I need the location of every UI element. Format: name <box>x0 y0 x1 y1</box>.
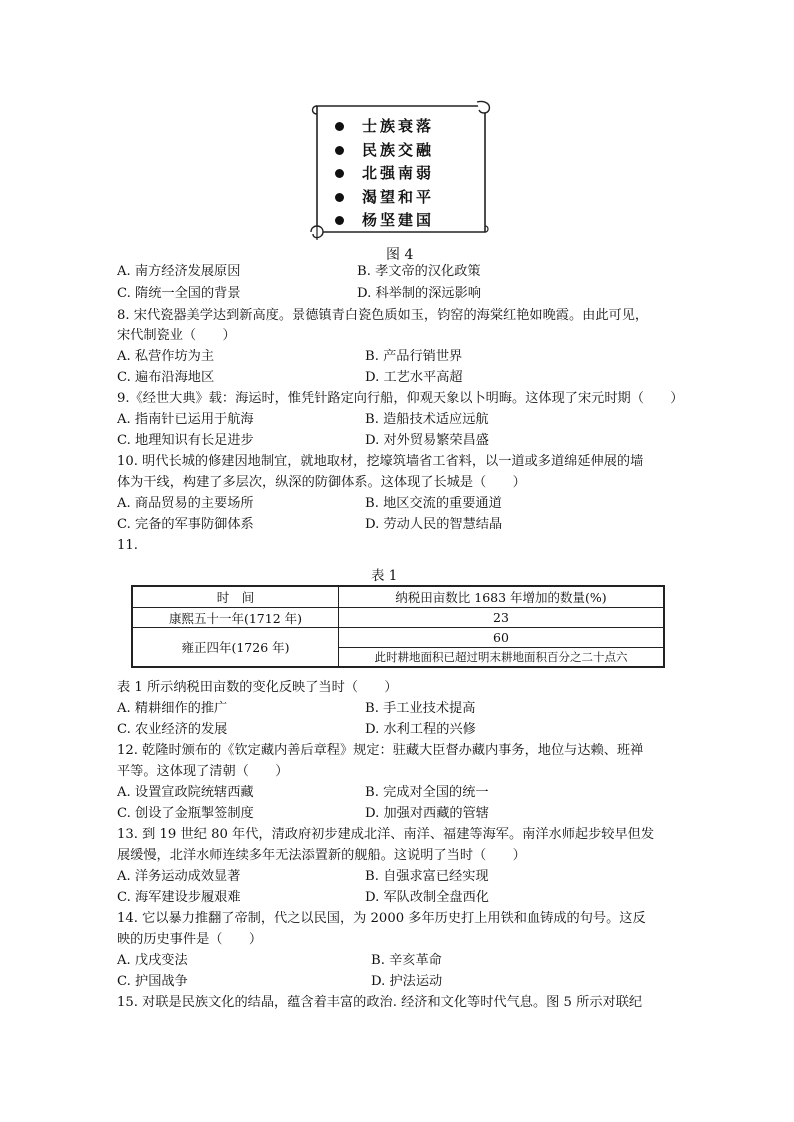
q14-option-a[interactable]: A. 戊戌变法 <box>117 953 188 968</box>
table-row <box>132 628 664 648</box>
table-cell-time: 康熙五十一年(1712 年) <box>132 608 339 628</box>
table-row <box>132 608 664 628</box>
q14-stem-line1: 14. 它以暴力推翻了帝制，代之以民国，为 2000 多年历史打上用铁和血铸成的句号。这反 <box>117 911 646 926</box>
q11-option-a[interactable]: A. 精耕细作的推广 <box>117 701 228 716</box>
q8-option-a[interactable]: A. 私营作坊为主 <box>117 349 215 364</box>
q11-option-c[interactable]: C. 农业经济的发展 <box>117 722 228 737</box>
scroll-item-list <box>331 115 481 233</box>
table-cell-value: 60 <box>339 628 665 648</box>
q10-option-c[interactable]: C. 完备的军事防御体系 <box>117 517 254 532</box>
scroll-item: 渴望和平 <box>331 186 481 210</box>
q13-option-c[interactable]: C. 海军建设步履艰难 <box>117 890 241 905</box>
figure-4-caption: 图 4 <box>386 247 414 263</box>
q11-option-b[interactable]: B. 手工业技术提高 <box>365 701 476 716</box>
q8-stem-line2: 宋代制瓷业（ ） <box>117 328 236 343</box>
q9-option-b[interactable]: B. 造船技术适应远航 <box>365 412 489 427</box>
q8-option-b[interactable]: B. 产品行销世界 <box>365 349 463 364</box>
q9-option-c[interactable]: C. 地理知识有长足进步 <box>117 433 254 448</box>
bullet-icon <box>335 122 344 131</box>
scroll-item: 北强南弱 <box>331 162 481 186</box>
table-cell-time: 雍正四年(1726 年) <box>132 628 339 667</box>
q10-option-a[interactable]: A. 商品贸易的主要场所 <box>117 496 254 511</box>
q10-option-b[interactable]: B. 地区交流的重要通道 <box>365 496 502 511</box>
q14-stem-line2: 映的历史事件是（ ） <box>117 932 263 947</box>
table-cell-value: 23 <box>339 608 665 628</box>
bullet-icon <box>335 216 344 225</box>
q14-option-b[interactable]: B. 辛亥革命 <box>371 953 442 968</box>
q11-stem-line1: 表 1 所示纳税田亩数的变化反映了当时（ ） <box>117 680 398 695</box>
table-header-time: 时 间 <box>132 586 339 608</box>
q7-option-b[interactable]: B. 孝文帝的汉化政策 <box>357 264 481 279</box>
bullet-icon <box>335 169 344 178</box>
q12-option-c[interactable]: C. 创设了金瓶掣签制度 <box>117 806 254 821</box>
scroll-item: 杨坚建国 <box>331 209 481 233</box>
table-cell-note: 此时耕地面积已超过明末耕地面积百分之二十点六 <box>339 648 665 667</box>
table-header-value: 纳税田亩数比 1683 年增加的数量(%) <box>339 586 665 608</box>
q13-stem-line2: 展缓慢，北洋水师连续多年无法添置新的舰船。这说明了当时（ ） <box>117 848 526 863</box>
q10-option-d[interactable]: D. 劳动人民的智慧结晶 <box>365 517 503 532</box>
q12-stem-line2: 平等。这体现了清朝（ ） <box>117 764 289 779</box>
q7-option-d[interactable]: D. 科举制的深远影响 <box>357 286 481 301</box>
q14-option-c[interactable]: C. 护国战争 <box>117 974 188 989</box>
table-1-caption: 表 1 <box>371 568 398 584</box>
q9-option-a[interactable]: A. 指南针已运用于航海 <box>117 412 254 427</box>
q13-option-a[interactable]: A. 洋务运动成效显著 <box>117 869 241 884</box>
q15-stem-line1: 15. 对联是民族文化的结晶，蕴含着丰富的政治. 经济和文化等时代气息。图 5 所示对联纪 <box>117 995 643 1010</box>
table-1 <box>131 585 665 668</box>
table-header-row <box>132 586 664 608</box>
q8-option-c[interactable]: C. 遍布沿海地区 <box>117 370 215 385</box>
q11-option-d[interactable]: D. 水利工程的兴修 <box>365 722 476 737</box>
bullet-icon <box>335 146 344 155</box>
q9-option-d[interactable]: D. 对外贸易繁荣昌盛 <box>365 433 489 448</box>
bullet-icon <box>335 193 344 202</box>
scroll-item: 民族交融 <box>331 139 481 163</box>
q14-option-d[interactable]: D. 护法运动 <box>371 974 443 989</box>
scroll-item: 士族衰落 <box>331 115 481 139</box>
q13-option-b[interactable]: B. 自强求富已经实现 <box>365 869 489 884</box>
q8-stem-line1: 8. 宋代瓷器美学达到新高度。景德镇青白瓷色质如玉，钧窑的海棠红艳如晚霞。由此可见， <box>117 308 649 323</box>
q12-stem-line1: 12. 乾隆时颁布的《钦定藏内善后章程》规定：驻藏大臣督办藏内事务，地位与达赖、班禅 <box>117 743 644 758</box>
q7-option-c[interactable]: C. 隋统一全国的背景 <box>117 286 241 301</box>
q13-option-d[interactable]: D. 军队改制全盘西化 <box>365 890 489 905</box>
q10-stem-line1: 10. 明代长城的修建因地制宜，就地取材，挖壕筑墙省工省料，以一道或多道绵延伸展的墙 <box>117 454 644 469</box>
q8-option-d[interactable]: D. 工艺水平高超 <box>365 370 463 385</box>
q11-number: 11. <box>117 538 138 553</box>
q12-option-d[interactable]: D. 加强对西藏的管辖 <box>365 806 489 821</box>
q12-option-a[interactable]: A. 设置宣政院统辖西藏 <box>117 785 254 800</box>
q13-stem-line1: 13. 到 19 世纪 80 年代，清政府初步建成北洋、南洋、福建等海军。南洋水师起步较早但发 <box>117 827 655 842</box>
q10-stem-line2: 体为干线，构建了多层次，纵深的防御体系。这体现了长城是（ ） <box>117 475 526 490</box>
q7-option-a[interactable]: A. 南方经济发展原因 <box>117 264 241 279</box>
q9-stem-line1: 9.《经世大典》载：海运时，惟凭针路定向行船，仰观天象以卜明晦。这体现了宋元时期（ ） <box>117 391 684 406</box>
figure-4-scroll <box>309 100 491 240</box>
q12-option-b[interactable]: B. 完成对全国的统一 <box>365 785 489 800</box>
